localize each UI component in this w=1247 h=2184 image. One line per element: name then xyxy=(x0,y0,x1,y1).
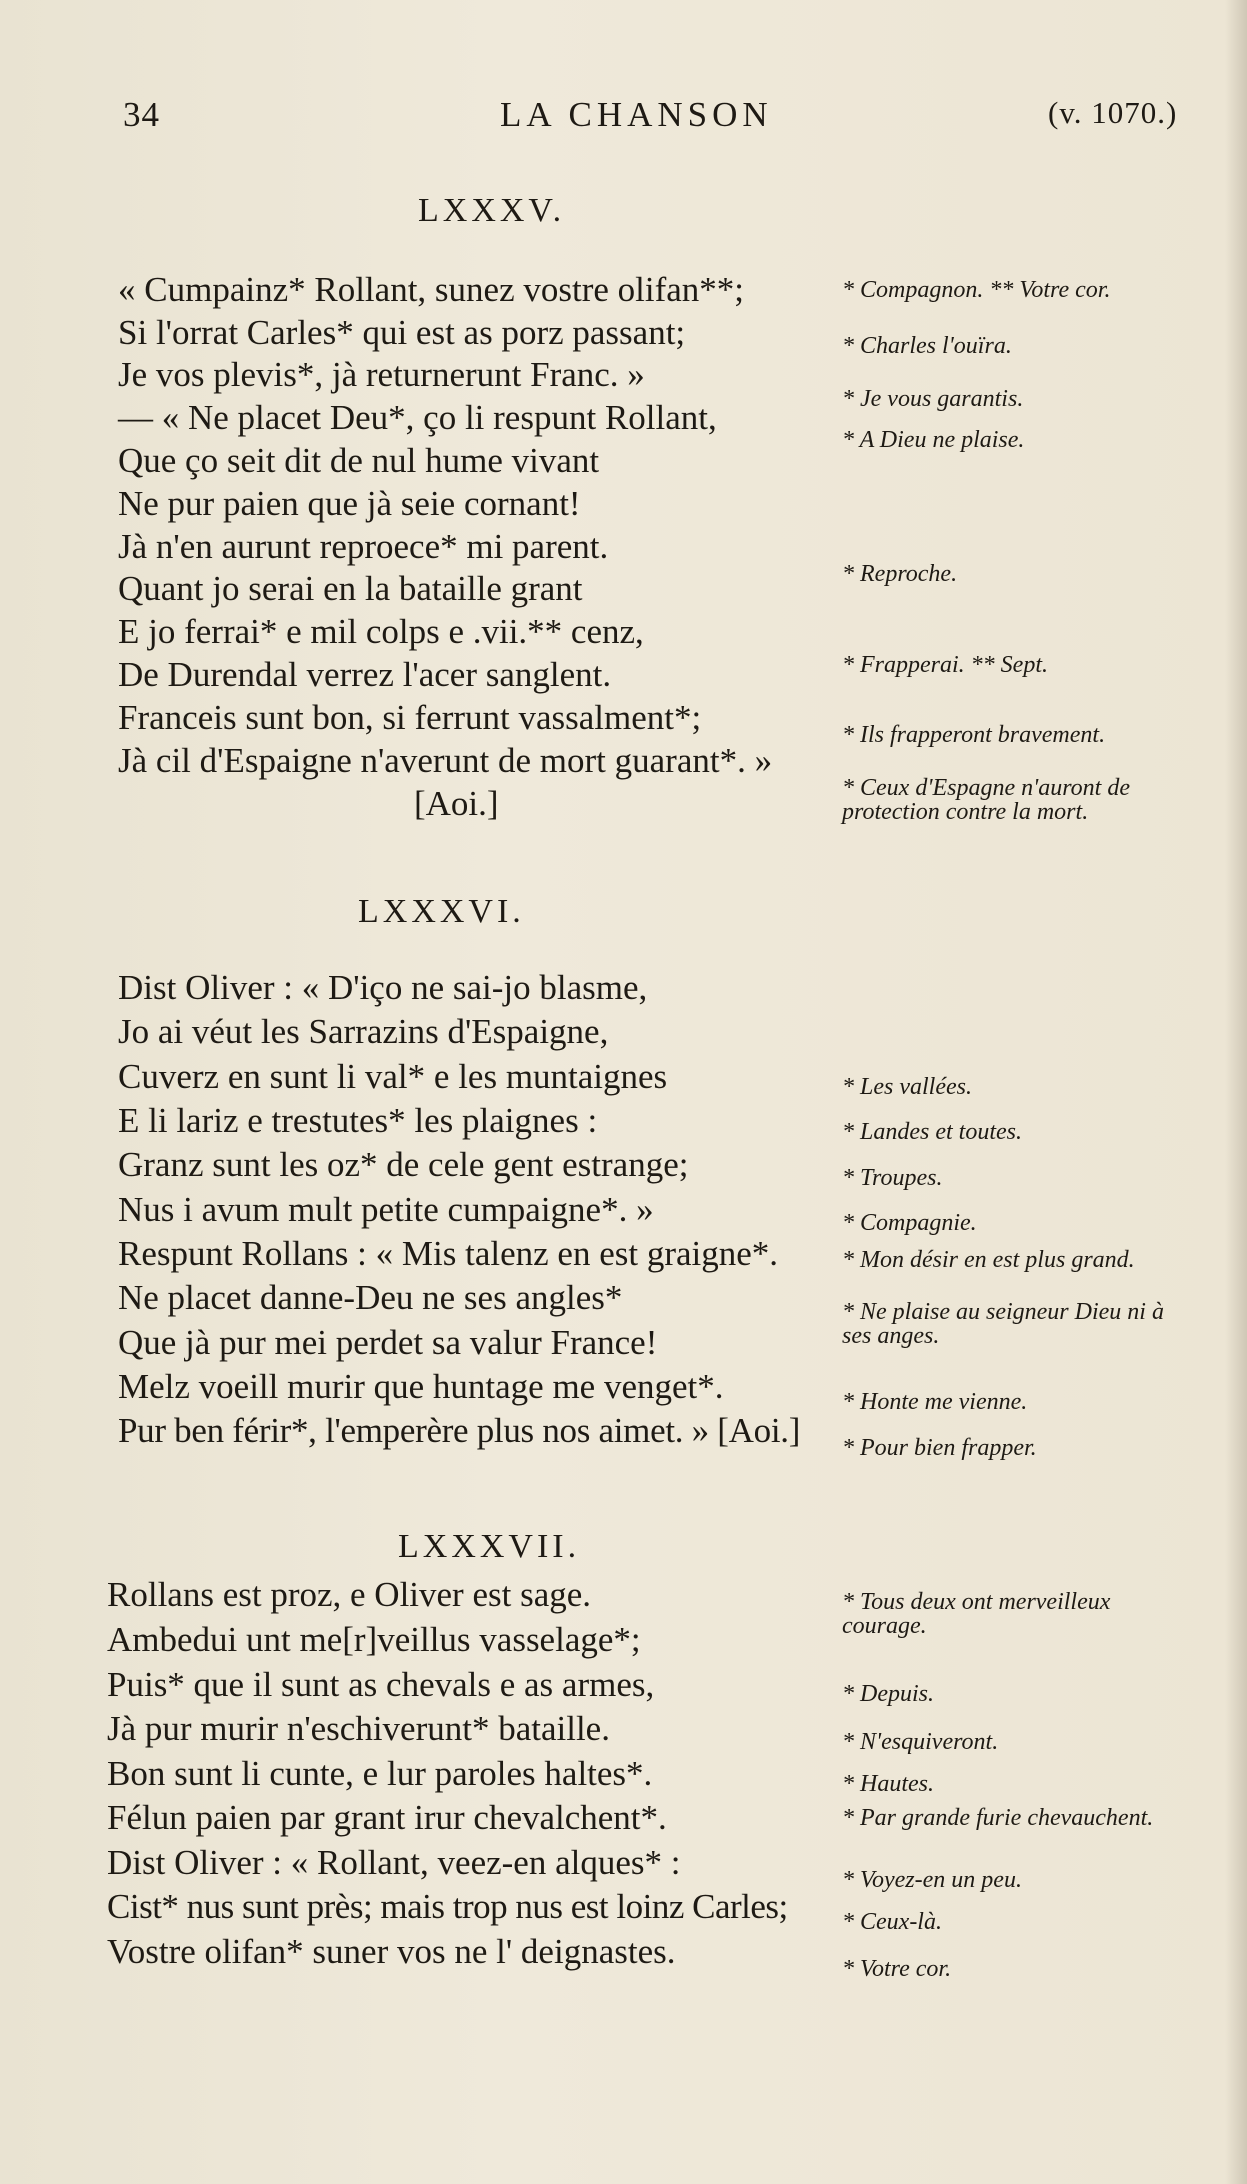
gloss-note: * Charles l'ouïra. xyxy=(842,333,1012,359)
verse-line: Respunt Rollans : « Mis talenz en est graigne*. xyxy=(118,1234,779,1273)
verse-line: Jo ai véut les Sarrazins d'Espaigne, xyxy=(118,1012,609,1051)
verse-line: Jà pur murir n'eschiverunt* bataille. xyxy=(107,1709,610,1748)
gloss-note: * Depuis. xyxy=(842,1681,934,1707)
gloss-note: * Ne plaise au seigneur Dieu ni à ses anges. xyxy=(842,1299,1164,1349)
gloss-note: * Pour bien frapper. xyxy=(842,1435,1037,1461)
running-title: LA CHANSON xyxy=(500,95,773,134)
verse-line: Ambedui unt me[r]veillus vasselage*; xyxy=(107,1620,641,1659)
page-number: 34 xyxy=(123,95,160,134)
verse-line: Dist Oliver : « D'iço ne sai-jo blasme, xyxy=(118,968,648,1007)
gloss-note: * Landes et toutes. xyxy=(842,1119,1022,1145)
verse-line: Félun paien par grant irur chevalchent*. xyxy=(107,1798,667,1837)
verse-line: Que ço seit dit de nul hume vivant xyxy=(118,441,600,480)
verse-line: Cuverz en sunt li val* e les muntaignes xyxy=(118,1057,668,1096)
gloss-note: * Ceux-là. xyxy=(842,1909,942,1935)
refrain-aoi: [Aoi.] xyxy=(414,784,499,823)
gloss-note: * Les vallées. xyxy=(842,1074,972,1100)
gloss-note: * Voyez-en un peu. xyxy=(842,1867,1022,1893)
gloss-note: * Compagnie. xyxy=(842,1210,977,1236)
verse-line: Ne placet danne-Deu ne ses angles* xyxy=(118,1278,623,1317)
verse-line: De Durendal verrez l'acer sanglent. xyxy=(118,655,612,694)
verse-line: « Cumpainz* Rollant, sunez vostre olifan**; xyxy=(118,270,745,309)
gloss-note: * Compagnon. ** Votre cor. xyxy=(842,277,1111,303)
gloss-note: * Frapperai. ** Sept. xyxy=(842,652,1048,678)
gloss-note: * Par grande furie chevauchent. xyxy=(842,1805,1154,1831)
verse-line: Granz sunt les oz* de cele gent estrange; xyxy=(118,1145,689,1184)
verse-line: Cist* nus sunt près; mais trop nus est loinz Carles; xyxy=(107,1887,788,1926)
gloss-note: * A Dieu ne plaise. xyxy=(842,427,1025,453)
verse-line: Dist Oliver : « Rollant, veez-en alques* : xyxy=(107,1843,681,1882)
verse-line: Puis* que il sunt as chevals e as armes, xyxy=(107,1665,655,1704)
gloss-note: * Ils frapperont bravement. xyxy=(842,722,1106,748)
gloss-note: * Tous deux ont merveilleux courage. xyxy=(842,1589,1111,1639)
verse-line: Que jà pur mei perdet sa valur France! xyxy=(118,1323,658,1362)
gloss-note: * Honte me vienne. xyxy=(842,1389,1028,1415)
gloss-note: * Hautes. xyxy=(842,1771,934,1797)
gloss-note: * N'esquiveront. xyxy=(842,1729,999,1755)
verse-line: Rollans est proz, e Oliver est sage. xyxy=(107,1575,592,1614)
verse-line: E li lariz e trestutes* les plaignes : xyxy=(118,1101,598,1140)
verse-line: — « Ne placet Deu*, ço li respunt Rollant, xyxy=(118,398,717,437)
gloss-note: * Je vous garantis. xyxy=(842,386,1024,412)
gloss-note: * Ceux d'Espagne n'auront de protection contre la mort. xyxy=(842,775,1130,825)
page-edge-shadow xyxy=(1225,0,1247,2184)
section-title: LXXXVII. xyxy=(398,1528,581,1565)
verse-line: Pur ben férir*, l'emperère plus nos aimet. » [Aoi.] xyxy=(118,1411,801,1450)
verse-line: Vostre olifan* suner vos ne l' deignastes. xyxy=(107,1932,676,1971)
verse-line: E jo ferrai* e mil colps e .vii.** cenz, xyxy=(118,612,644,651)
verse-line: Franceis sunt bon, si ferrunt vassalment*; xyxy=(118,698,702,737)
verse-line: Nus i avum mult petite cumpaigne*. » xyxy=(118,1190,654,1229)
verse-line: Si l'orrat Carles* qui est as porz passant; xyxy=(118,313,686,352)
gloss-note: * Mon désir en est plus grand. xyxy=(842,1247,1135,1273)
verse-line: Bon sunt li cunte, e lur paroles haltes*. xyxy=(107,1754,653,1793)
verse-line: Ne pur paien que jà seie cornant! xyxy=(118,484,581,523)
gloss-note: * Reproche. xyxy=(842,561,958,587)
verse-reference: (v. 1070.) xyxy=(1048,95,1178,130)
gloss-note: * Troupes. xyxy=(842,1165,943,1191)
verse-line: Je vos plevis*, jà returnerunt Franc. » xyxy=(118,355,645,394)
section-title: LXXXVI. xyxy=(358,893,525,930)
verse-line: Jà cil d'Espaigne n'averunt de mort guarant*. » xyxy=(118,741,773,780)
verse-line: Jà n'en aurunt reproece* mi parent. xyxy=(118,527,609,566)
section-title: LXXXV. xyxy=(418,192,566,229)
gloss-note: * Votre cor. xyxy=(842,1956,952,1982)
verse-line: Quant jo serai en la bataille grant xyxy=(118,569,583,608)
verse-line: Melz voeill murir que huntage me venget*. xyxy=(118,1367,724,1406)
